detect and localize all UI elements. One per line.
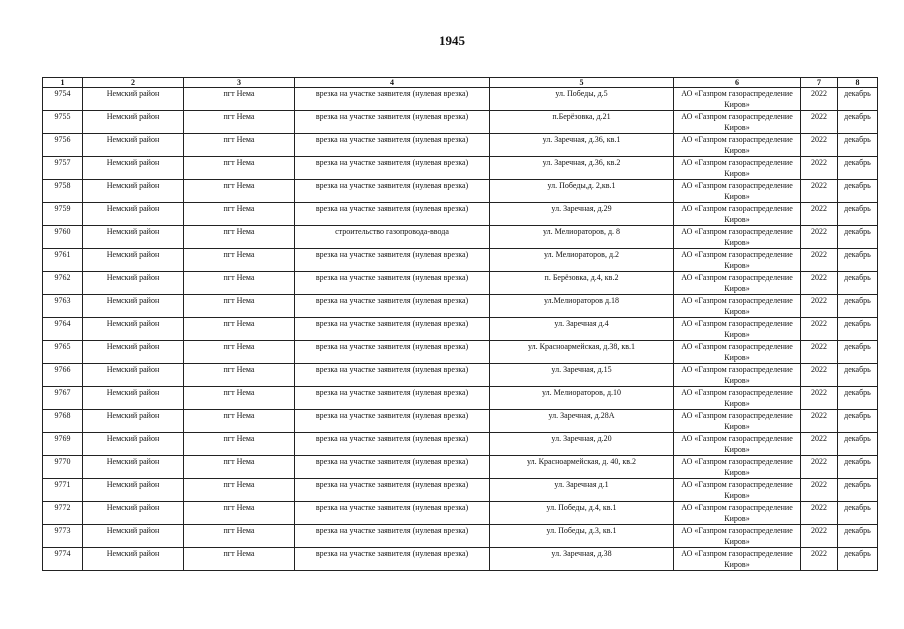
settlement-cell: пгт Нема — [184, 364, 295, 387]
year-cell: 2022 — [801, 318, 838, 341]
work-type-cell: врезка на участке заявителя (нулевая врезка) — [295, 525, 490, 548]
address-cell: ул. Мелиораторов, д.2 — [490, 249, 674, 272]
work-type-cell: врезка на участке заявителя (нулевая врезка) — [295, 318, 490, 341]
work-type-cell: врезка на участке заявителя (нулевая врезка) — [295, 249, 490, 272]
address-cell: ул. Победы, д.3, кв.1 — [490, 525, 674, 548]
table-row — [43, 341, 878, 364]
settlement-cell: пгт Нема — [184, 410, 295, 433]
year-cell: 2022 — [801, 111, 838, 134]
table-row — [43, 502, 878, 525]
district-cell: Немский район — [83, 203, 184, 226]
work-type-cell: врезка на участке заявителя (нулевая врезка) — [295, 272, 490, 295]
work-type-cell: врезка на участке заявителя (нулевая врезка) — [295, 295, 490, 318]
district-cell: Немский район — [83, 479, 184, 502]
month-cell: декабрь — [838, 180, 878, 203]
month-cell: декабрь — [838, 525, 878, 548]
address-cell: ул. Мелиораторов, д. 8 — [490, 226, 674, 249]
year-cell: 2022 — [801, 295, 838, 318]
row-number: 9762 — [43, 272, 83, 295]
year-cell: 2022 — [801, 272, 838, 295]
work-type-cell: врезка на участке заявителя (нулевая врезка) — [295, 134, 490, 157]
month-cell: декабрь — [838, 111, 878, 134]
settlement-cell: пгт Нема — [184, 111, 295, 134]
settlement-cell: пгт Нема — [184, 134, 295, 157]
month-cell: декабрь — [838, 410, 878, 433]
table-row — [43, 364, 878, 387]
header-row — [43, 78, 878, 88]
address-cell: ул. Заречная д.1 — [490, 479, 674, 502]
month-cell: декабрь — [838, 318, 878, 341]
organization-cell: АО «Газпром газораспределение Киров» — [674, 134, 801, 157]
table-row — [43, 226, 878, 249]
table-row — [43, 410, 878, 433]
district-cell: Немский район — [83, 134, 184, 157]
table-row — [43, 548, 878, 571]
address-cell: ул. Заречная, д.20 — [490, 433, 674, 456]
table-row — [43, 387, 878, 410]
district-cell: Немский район — [83, 157, 184, 180]
district-cell: Немский район — [83, 502, 184, 525]
row-number: 9755 — [43, 111, 83, 134]
row-number: 9758 — [43, 180, 83, 203]
row-number: 9761 — [43, 249, 83, 272]
month-cell: декабрь — [838, 272, 878, 295]
settlement-cell: пгт Нема — [184, 88, 295, 111]
settlement-cell: пгт Нема — [184, 272, 295, 295]
settlement-cell: пгт Нема — [184, 525, 295, 548]
year-cell: 2022 — [801, 226, 838, 249]
row-number: 9760 — [43, 226, 83, 249]
column-header: 6 — [674, 78, 801, 88]
address-cell: ул. Заречная, д.29 — [490, 203, 674, 226]
year-cell: 2022 — [801, 364, 838, 387]
work-type-cell: врезка на участке заявителя (нулевая врезка) — [295, 157, 490, 180]
work-type-cell: врезка на участке заявителя (нулевая врезка) — [295, 433, 490, 456]
district-cell: Немский район — [83, 88, 184, 111]
table-row — [43, 479, 878, 502]
organization-cell: АО «Газпром газораспределение Киров» — [674, 272, 801, 295]
organization-cell: АО «Газпром газораспределение Киров» — [674, 203, 801, 226]
column-header: 2 — [83, 78, 184, 88]
organization-cell: АО «Газпром газораспределение Киров» — [674, 318, 801, 341]
settlement-cell: пгт Нема — [184, 479, 295, 502]
table-row — [43, 134, 878, 157]
column-header: 7 — [801, 78, 838, 88]
settlement-cell: пгт Нема — [184, 387, 295, 410]
row-number: 9770 — [43, 456, 83, 479]
organization-cell: АО «Газпром газораспределение Киров» — [674, 525, 801, 548]
year-cell: 2022 — [801, 433, 838, 456]
district-cell: Немский район — [83, 433, 184, 456]
row-number: 9769 — [43, 433, 83, 456]
district-cell: Немский район — [83, 295, 184, 318]
table-row — [43, 433, 878, 456]
month-cell: декабрь — [838, 364, 878, 387]
month-cell: декабрь — [838, 433, 878, 456]
organization-cell: АО «Газпром газораспределение Киров» — [674, 111, 801, 134]
work-type-cell: строительство газопровода-ввода — [295, 226, 490, 249]
settlement-cell: пгт Нема — [184, 157, 295, 180]
month-cell: декабрь — [838, 456, 878, 479]
work-type-cell: врезка на участке заявителя (нулевая врезка) — [295, 341, 490, 364]
column-header: 4 — [295, 78, 490, 88]
table-row — [43, 180, 878, 203]
year-cell: 2022 — [801, 180, 838, 203]
month-cell: декабрь — [838, 341, 878, 364]
address-cell: п.Берёзовка, д.21 — [490, 111, 674, 134]
settlement-cell: пгт Нема — [184, 456, 295, 479]
column-header: 8 — [838, 78, 878, 88]
settlement-cell: пгт Нема — [184, 502, 295, 525]
address-cell: ул. Мелиораторов, д.10 — [490, 387, 674, 410]
row-number: 9767 — [43, 387, 83, 410]
organization-cell: АО «Газпром газораспределение Киров» — [674, 433, 801, 456]
organization-cell: АО «Газпром газораспределение Киров» — [674, 456, 801, 479]
row-number: 9773 — [43, 525, 83, 548]
district-cell: Немский район — [83, 387, 184, 410]
month-cell: декабрь — [838, 249, 878, 272]
address-cell: п. Берёзовка, д.4, кв.2 — [490, 272, 674, 295]
row-number: 9759 — [43, 203, 83, 226]
organization-cell: АО «Газпром газораспределение Киров» — [674, 157, 801, 180]
district-cell: Немский район — [83, 180, 184, 203]
year-cell: 2022 — [801, 479, 838, 502]
address-cell: ул. Красноармейская, д.38, кв.1 — [490, 341, 674, 364]
month-cell: декабрь — [838, 295, 878, 318]
organization-cell: АО «Газпром газораспределение Киров» — [674, 295, 801, 318]
table-row — [43, 525, 878, 548]
work-type-cell: врезка на участке заявителя (нулевая врезка) — [295, 203, 490, 226]
address-cell: ул. Победы,д. 2,кв.1 — [490, 180, 674, 203]
organization-cell: АО «Газпром газораспределение Киров» — [674, 548, 801, 571]
month-cell: декабрь — [838, 226, 878, 249]
district-cell: Немский район — [83, 456, 184, 479]
district-cell: Немский район — [83, 249, 184, 272]
table-row — [43, 203, 878, 226]
organization-cell: АО «Газпром газораспределение Киров» — [674, 364, 801, 387]
month-cell: декабрь — [838, 502, 878, 525]
row-number: 9756 — [43, 134, 83, 157]
table-row — [43, 318, 878, 341]
table-row — [43, 88, 878, 111]
organization-cell: АО «Газпром газораспределение Киров» — [674, 341, 801, 364]
organization-cell: АО «Газпром газораспределение Киров» — [674, 180, 801, 203]
year-cell: 2022 — [801, 548, 838, 571]
year-cell: 2022 — [801, 456, 838, 479]
work-type-cell: врезка на участке заявителя (нулевая врезка) — [295, 548, 490, 571]
registry-table — [42, 77, 878, 571]
table-row — [43, 272, 878, 295]
row-number: 9763 — [43, 295, 83, 318]
address-cell: ул. Заречная, д.38 — [490, 548, 674, 571]
district-cell: Немский район — [83, 525, 184, 548]
organization-cell: АО «Газпром газораспределение Киров» — [674, 387, 801, 410]
settlement-cell: пгт Нема — [184, 249, 295, 272]
row-number: 9766 — [43, 364, 83, 387]
address-cell: ул. Победы, д.5 — [490, 88, 674, 111]
year-cell: 2022 — [801, 203, 838, 226]
month-cell: декабрь — [838, 157, 878, 180]
work-type-cell: врезка на участке заявителя (нулевая врезка) — [295, 410, 490, 433]
settlement-cell: пгт Нема — [184, 433, 295, 456]
work-type-cell: врезка на участке заявителя (нулевая врезка) — [295, 502, 490, 525]
organization-cell: АО «Газпром газораспределение Киров» — [674, 410, 801, 433]
work-type-cell: врезка на участке заявителя (нулевая врезка) — [295, 364, 490, 387]
settlement-cell: пгт Нема — [184, 203, 295, 226]
year-cell: 2022 — [801, 525, 838, 548]
row-number: 9757 — [43, 157, 83, 180]
table-row — [43, 295, 878, 318]
column-header: 3 — [184, 78, 295, 88]
district-cell: Немский район — [83, 226, 184, 249]
settlement-cell: пгт Нема — [184, 295, 295, 318]
row-number: 9754 — [43, 88, 83, 111]
settlement-cell: пгт Нема — [184, 341, 295, 364]
month-cell: декабрь — [838, 134, 878, 157]
month-cell: декабрь — [838, 203, 878, 226]
organization-cell: АО «Газпром газораспределение Киров» — [674, 249, 801, 272]
month-cell: декабрь — [838, 88, 878, 111]
work-type-cell: врезка на участке заявителя (нулевая врезка) — [295, 180, 490, 203]
month-cell: декабрь — [838, 387, 878, 410]
settlement-cell: пгт Нема — [184, 226, 295, 249]
year-cell: 2022 — [801, 502, 838, 525]
table-row — [43, 249, 878, 272]
organization-cell: АО «Газпром газораспределение Киров» — [674, 502, 801, 525]
district-cell: Немский район — [83, 341, 184, 364]
month-cell: декабрь — [838, 479, 878, 502]
address-cell: ул. Победы, д.4, кв.1 — [490, 502, 674, 525]
district-cell: Немский район — [83, 410, 184, 433]
row-number: 9768 — [43, 410, 83, 433]
column-header: 5 — [490, 78, 674, 88]
organization-cell: АО «Газпром газораспределение Киров» — [674, 479, 801, 502]
year-cell: 2022 — [801, 249, 838, 272]
organization-cell: АО «Газпром газораспределение Киров» — [674, 226, 801, 249]
row-number: 9772 — [43, 502, 83, 525]
work-type-cell: врезка на участке заявителя (нулевая врезка) — [295, 456, 490, 479]
month-cell: декабрь — [838, 548, 878, 571]
year-cell: 2022 — [801, 387, 838, 410]
row-number: 9765 — [43, 341, 83, 364]
address-cell: ул. Заречная, д.36, кв.2 — [490, 157, 674, 180]
address-cell: ул. Заречная, д.28А — [490, 410, 674, 433]
district-cell: Немский район — [83, 364, 184, 387]
settlement-cell: пгт Нема — [184, 180, 295, 203]
district-cell: Немский район — [83, 111, 184, 134]
address-cell: ул. Заречная, д.36, кв.1 — [490, 134, 674, 157]
column-header: 1 — [43, 78, 83, 88]
organization-cell: АО «Газпром газораспределение Киров» — [674, 88, 801, 111]
year-cell: 2022 — [801, 88, 838, 111]
district-cell: Немский район — [83, 318, 184, 341]
page-number: 1945 — [439, 33, 465, 48]
year-cell: 2022 — [801, 410, 838, 433]
row-number: 9774 — [43, 548, 83, 571]
settlement-cell: пгт Нема — [184, 318, 295, 341]
year-cell: 2022 — [801, 157, 838, 180]
work-type-cell: врезка на участке заявителя (нулевая врезка) — [295, 111, 490, 134]
table-row — [43, 456, 878, 479]
district-cell: Немский район — [83, 272, 184, 295]
address-cell: ул. Красноармейская, д. 40, кв.2 — [490, 456, 674, 479]
settlement-cell: пгт Нема — [184, 548, 295, 571]
table-row — [43, 157, 878, 180]
address-cell: ул.Мелиораторов д.18 — [490, 295, 674, 318]
row-number: 9764 — [43, 318, 83, 341]
table-row — [43, 111, 878, 134]
address-cell: ул. Заречная, д.15 — [490, 364, 674, 387]
work-type-cell: врезка на участке заявителя (нулевая врезка) — [295, 387, 490, 410]
work-type-cell: врезка на участке заявителя (нулевая врезка) — [295, 479, 490, 502]
district-cell: Немский район — [83, 548, 184, 571]
work-type-cell: врезка на участке заявителя (нулевая врезка) — [295, 88, 490, 111]
year-cell: 2022 — [801, 134, 838, 157]
year-cell: 2022 — [801, 341, 838, 364]
row-number: 9771 — [43, 479, 83, 502]
address-cell: ул. Заречная д.4 — [490, 318, 674, 341]
